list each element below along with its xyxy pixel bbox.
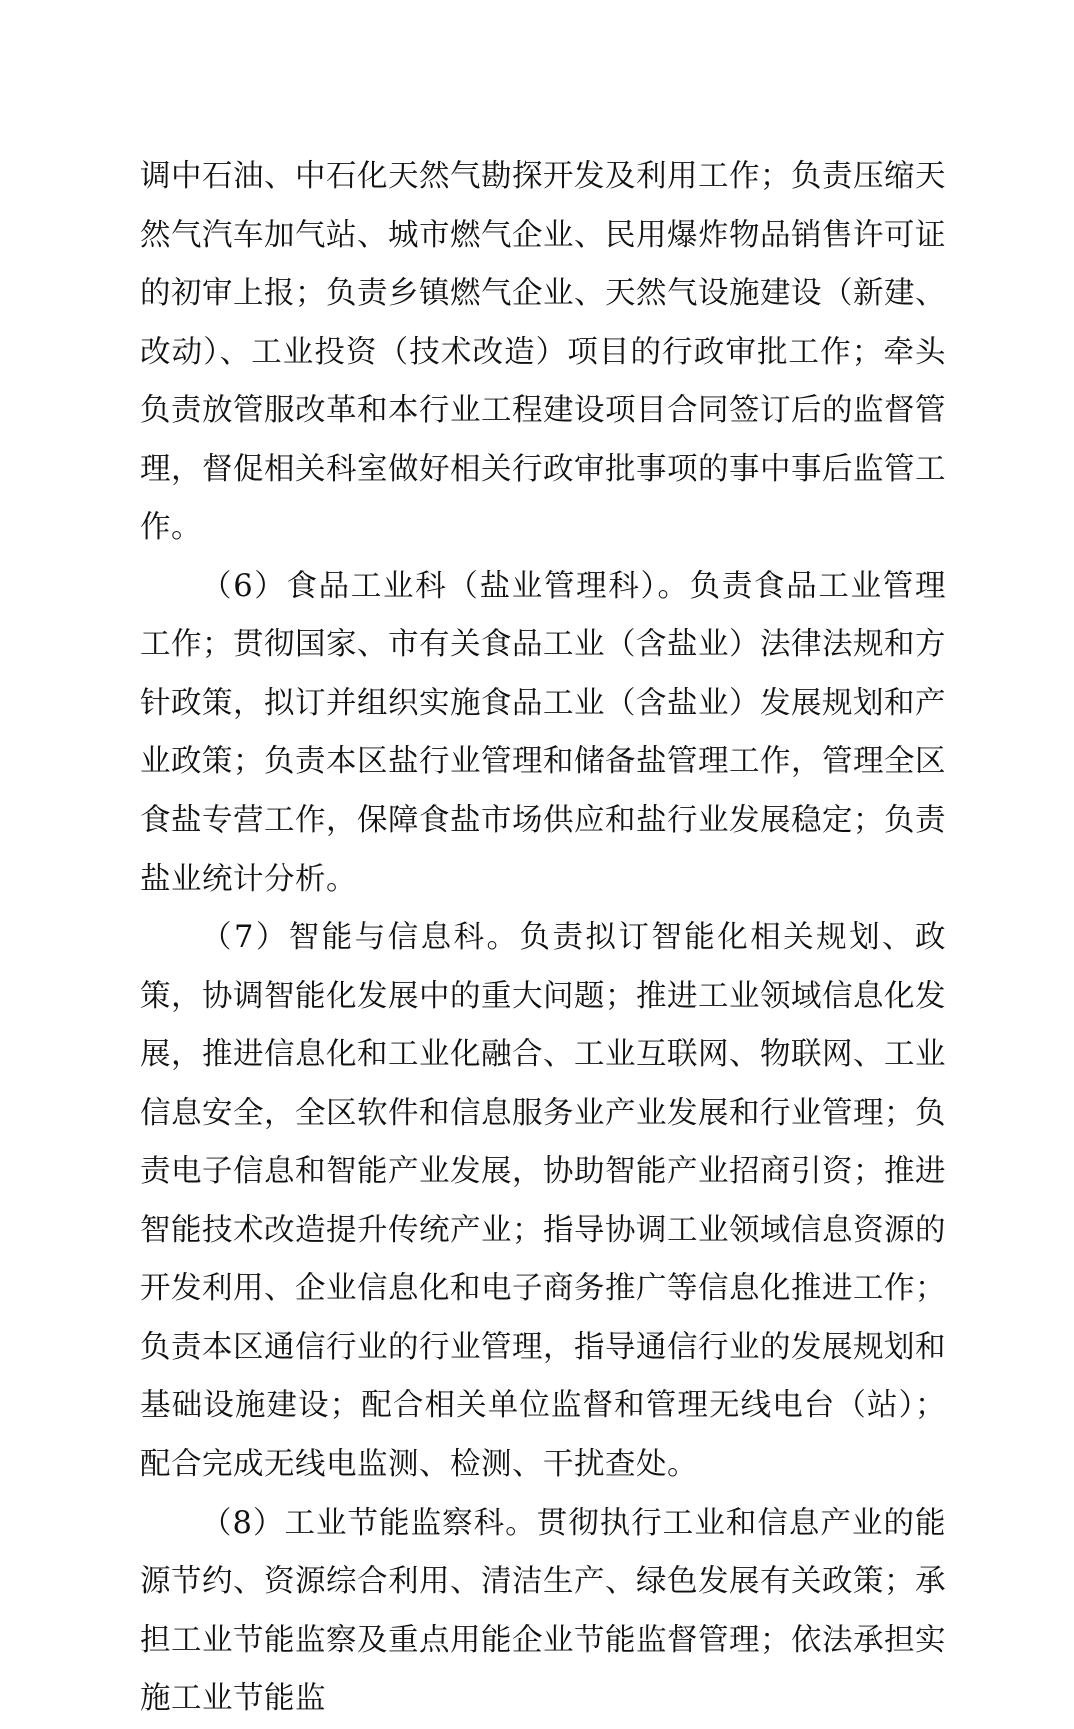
paragraph-item-8: （8）工业节能监察科。贯彻执行工业和信息产业的能源节约、资源综合利用、清洁生产、绿色发展有关政策；承担工业节能监察及重点用能企业节能监督管理；依法承担实施工业节能监 <box>140 1505 946 1717</box>
paragraph-item-6: （6）食品工业科（盐业管理科）。负责食品工业管理工作；贯彻国家、市有关食品工业（含盐业）法律法规和方针政策，拟订并组织实施食品工业（含盐业）发展规划和产业政策；负责本区盐行业管理和储备盐管理工作，管理全区食盐专营工作，保障食盐市场供应和盐行业发展稳定；负责盐业统计分析。 <box>140 568 946 897</box>
document-body <box>140 148 946 1729</box>
paragraph-item-7: （7）智能与信息科。负责拟订智能化相关规划、政策，协调智能化发展中的重大问题；推进工业领域信息化发展，推进信息化和工业化融合、工业互联网、物联网、工业信息安全，全区软件和信息服务业产业发展和行业管理；负责电子信息和智能产业发展，协助智能产业招商引资；推进智能技术改造提升传统产业；指导协调工业领域信息资源的开发利用、企业信息化和电子商务推广等信息化推进工作；负责本区通信行业的行业管理，指导通信行业的发展规划和基础设施建设；配合相关单位监督和管理无线电台（站）；配合完成无线电监测、检测、干扰查处。 <box>140 920 946 1483</box>
paragraph-continued: 调中石油、中石化天然气勘探开发及利用工作；负责压缩天然气汽车加气站、城市燃气企业、民用爆炸物品销售许可证的初审上报；负责乡镇燃气企业、天然气设施建设（新建、改动）、工业投资（技术改造）项目的行政审批工作；牵头负责放管服改革和本行业工程建设项目合同签订后的监督管理，督促相关科室做好相关行政审批事项的事中事后监管工作。 <box>140 159 946 546</box>
